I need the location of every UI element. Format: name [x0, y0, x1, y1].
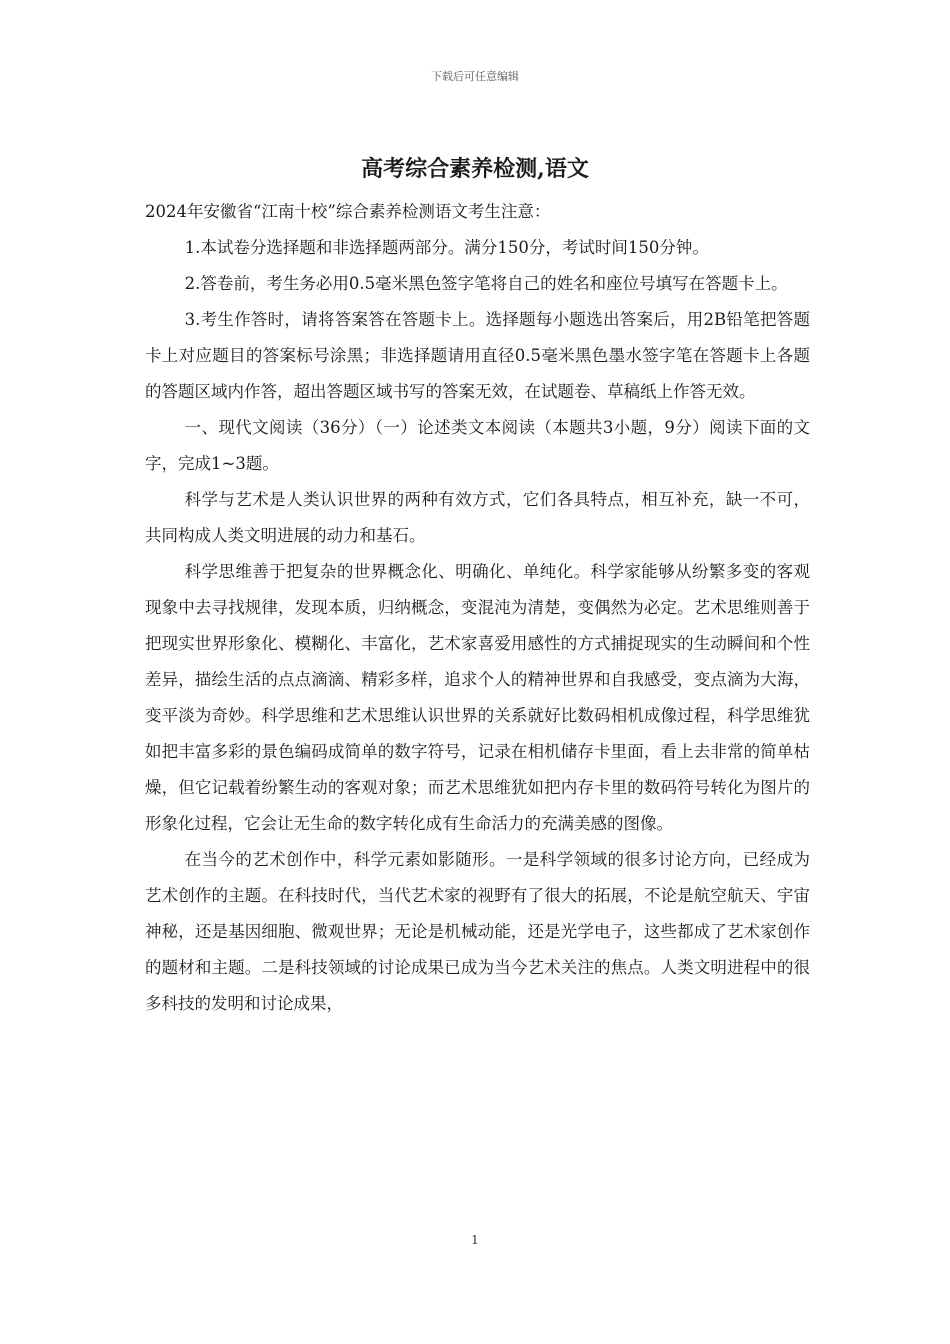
notice-item-3: 3.考生作答时，请将答案答在答题卡上。选择题每小题选出答案后，用2B铅笔把答题卡上对应题目的答案标号涂黑；非选择题请用直径0.5毫米黑色墨水签字笔在答题卡上各题的答题区域内作答，超出答题区域书写的答案无效，在试题卷、草稿纸上作答无效。 [145, 310, 810, 401]
body-paragraph: 在当今的艺术创作中，科学元素如影随形。一是科学领域的很多讨论方向，已经成为艺术创作的主题。在科技时代，当代艺术家的视野有了很大的拓展，不论是航空航天、宇宙神秘，还是基因细胞、微观世界；无论是机械动能，还是光学电子，这些都成了艺术家创作的题材和主题。二是科技领域的讨论成果已成为当今艺术关注的焦点。人类文明进程中的很多科技的发明和讨论成果， [145, 850, 810, 1013]
header-note: 下载后可任意编辑 [431, 70, 519, 83]
document-title: 高考综合素养检测,语文 [361, 156, 589, 182]
body-paragraph: 科学思维善于把复杂的世界概念化、明确化、单纯化。科学家能够从纷繁多变的客观现象中去寻找规律，发现本质，归纳概念，变混沌为清楚，变偶然为必定。艺术思维则善于把现实世界形象化、模糊化、丰富化，艺术家喜爱用感性的方式捕捉现实的生动瞬间和个性差异，描绘生活的点点滴滴、精彩多样，追求个人的精神世界和自我感受，变点滴为大海，变平淡为奇妙。科学思维和艺术思维认识世界的关系就好比数码相机成像过程，科学思维犹如把丰富多彩的景色编码成简单的数字符号，记录在相机储存卡里面，看上去非常的简单枯燥，但它记载着纷繁生动的客观对象；而艺术思维犹如把内存卡里的数码符号转化为图片的形象化过程，它会让无生命的数字转化成有生命活力的充满美感的图像。 [145, 562, 810, 833]
exam-subtitle-paragraph: 2024年安徽省“江南十校”综合素养检测语文考生注意： [145, 202, 551, 221]
section-heading-paragraph: 一、现代文阅读（36分）（一）论述类文本阅读（本题共3小题，9分）阅读下面的文字，完成1~3题。 [145, 418, 810, 473]
notice-item-2: 2.答卷前，考生务必用0.5毫米黑色签字笔将自己的姓名和座位号填写在答题卡上。 [184, 274, 788, 293]
notice-item-1: 1.本试卷分选择题和非选择题两部分。满分150分，考试时间150分钟。 [184, 238, 709, 257]
document-body [145, 194, 810, 1022]
page-number: 1 [471, 1233, 479, 1247]
body-paragraph: 科学与艺术是人类认识世界的两种有效方式，它们各具特点，相互补充，缺一不可，共同构成人类文明进展的动力和基石。 [145, 490, 810, 545]
